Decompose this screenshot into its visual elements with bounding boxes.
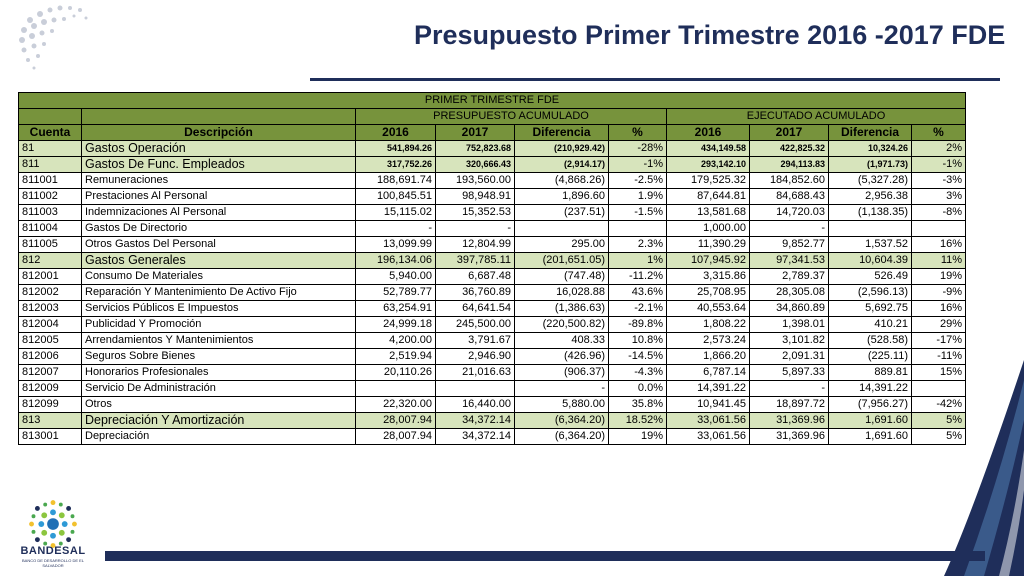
cell-e2016: 2,573.24 — [667, 333, 750, 349]
column-header: Descripción — [82, 125, 356, 141]
cell-desc: Otros Gastos Del Personal — [82, 237, 356, 253]
cell-e2017: 3,101.82 — [750, 333, 829, 349]
cell-edif: 889.81 — [829, 365, 912, 381]
cell-e2016: 14,391.22 — [667, 381, 750, 397]
cell-ppct: -89.8% — [609, 317, 667, 333]
cell-p2016: 13,099.99 — [356, 237, 436, 253]
cell-e2017: - — [750, 381, 829, 397]
cell-p2016: 28,007.94 — [356, 429, 436, 445]
cell-desc: Seguros Sobre Bienes — [82, 349, 356, 365]
cell-edif: 1,691.60 — [829, 413, 912, 429]
cell-pdif: (426.96) — [515, 349, 609, 365]
cell-pdif: (210,929.42) — [515, 141, 609, 157]
cell-e2017: 84,688.43 — [750, 189, 829, 205]
cell-edif: (225.11) — [829, 349, 912, 365]
column-header: 2016 — [356, 125, 436, 141]
cell-e2017: 14,720.03 — [750, 205, 829, 221]
cell-p2016: - — [356, 221, 436, 237]
cell-epct — [912, 221, 966, 237]
table-row — [19, 429, 966, 445]
cell-p2016: 100,845.51 — [356, 189, 436, 205]
cell-edif: 10,604.39 — [829, 253, 912, 269]
cell-cuenta: 812006 — [19, 349, 82, 365]
cell-desc: Prestaciones Al Personal — [82, 189, 356, 205]
cell-cuenta: 812 — [19, 253, 82, 269]
budget-table — [18, 92, 966, 445]
cell-p2016: 541,894.26 — [356, 141, 436, 157]
cell-pdif: (1,386.63) — [515, 301, 609, 317]
cell-desc: Gastos Operación — [82, 141, 356, 157]
cell-desc: Servicio De Administración — [82, 381, 356, 397]
cell-e2017: 184,852.60 — [750, 173, 829, 189]
cell-e2016: 33,061.56 — [667, 429, 750, 445]
cell-e2017: 34,860.89 — [750, 301, 829, 317]
cell-e2016: 3,315.86 — [667, 269, 750, 285]
cell-e2017: 2,091.31 — [750, 349, 829, 365]
cell-e2016: 11,390.29 — [667, 237, 750, 253]
cell-p2016: 317,752.26 — [356, 157, 436, 173]
cell-cuenta: 812099 — [19, 397, 82, 413]
cell-cuenta: 811002 — [19, 189, 82, 205]
cell-e2017: 31,369.96 — [750, 429, 829, 445]
cell-cuenta: 812001 — [19, 269, 82, 285]
page-title: Presupuesto Primer Trimestre 2016 -2017 FDE — [414, 20, 1006, 50]
table-row — [19, 269, 966, 285]
cell-p2016: 22,320.00 — [356, 397, 436, 413]
column-header: % — [609, 125, 667, 141]
header-empty — [19, 109, 82, 125]
cell-pdif: (906.37) — [515, 365, 609, 381]
table-row — [19, 365, 966, 381]
cell-p2017: 34,372.14 — [436, 413, 515, 429]
cell-p2016 — [356, 381, 436, 397]
cell-ppct: -28% — [609, 141, 667, 157]
cell-pdif: 295.00 — [515, 237, 609, 253]
cell-epct: 5% — [912, 429, 966, 445]
table-row — [19, 381, 966, 397]
table-row — [19, 413, 966, 429]
cell-epct: 3% — [912, 189, 966, 205]
cell-p2017: 193,560.00 — [436, 173, 515, 189]
cell-cuenta: 81 — [19, 141, 82, 157]
cell-p2016: 188,691.74 — [356, 173, 436, 189]
decorative-dots-graphic — [0, 0, 110, 90]
cell-ppct: -2.5% — [609, 173, 667, 189]
cell-e2016: 40,553.64 — [667, 301, 750, 317]
table-row — [19, 237, 966, 253]
cell-epct: 16% — [912, 237, 966, 253]
cell-e2016: 179,525.32 — [667, 173, 750, 189]
cell-e2017: 294,113.83 — [750, 157, 829, 173]
cell-desc: Depreciación Y Amortización — [82, 413, 356, 429]
cell-e2017: 2,789.37 — [750, 269, 829, 285]
cell-e2017: 1,398.01 — [750, 317, 829, 333]
cell-edif: (2,596.13) — [829, 285, 912, 301]
cell-cuenta: 812005 — [19, 333, 82, 349]
cell-p2017: 320,666.43 — [436, 157, 515, 173]
cell-cuenta: 813 — [19, 413, 82, 429]
table-row — [19, 397, 966, 413]
cell-p2016: 24,999.18 — [356, 317, 436, 333]
table-header-title: PRIMER TRIMESTRE FDE — [19, 93, 966, 109]
cell-cuenta: 812007 — [19, 365, 82, 381]
cell-desc: Reparación Y Mantenimiento De Activo Fijo — [82, 285, 356, 301]
cell-desc: Arrendamientos Y Mantenimientos — [82, 333, 356, 349]
cell-e2016: 25,708.95 — [667, 285, 750, 301]
cell-cuenta: 811004 — [19, 221, 82, 237]
cell-pdif: - — [515, 381, 609, 397]
cell-epct: -42% — [912, 397, 966, 413]
cell-e2016: 293,142.10 — [667, 157, 750, 173]
table-row — [19, 317, 966, 333]
cell-ppct: -2.1% — [609, 301, 667, 317]
cell-epct: 11% — [912, 253, 966, 269]
cell-ppct: -4.3% — [609, 365, 667, 381]
cell-edif: 10,324.26 — [829, 141, 912, 157]
cell-ppct — [609, 221, 667, 237]
cell-desc: Gastos De Directorio — [82, 221, 356, 237]
cell-e2017: 31,369.96 — [750, 413, 829, 429]
cell-epct: -8% — [912, 205, 966, 221]
table-row — [19, 205, 966, 221]
cell-e2017: - — [750, 221, 829, 237]
cell-ppct: 2.3% — [609, 237, 667, 253]
cell-edif — [829, 221, 912, 237]
cell-edif: 14,391.22 — [829, 381, 912, 397]
table-row — [19, 301, 966, 317]
cell-e2017: 5,897.33 — [750, 365, 829, 381]
cell-p2016: 52,789.77 — [356, 285, 436, 301]
cell-epct: 19% — [912, 269, 966, 285]
cell-cuenta: 811003 — [19, 205, 82, 221]
cell-desc: Remuneraciones — [82, 173, 356, 189]
cell-desc: Servicios Públicos E Impuestos — [82, 301, 356, 317]
cell-epct: 5% — [912, 413, 966, 429]
cell-cuenta: 812009 — [19, 381, 82, 397]
cell-p2017: 752,823.68 — [436, 141, 515, 157]
cell-desc: Consumo De Materiales — [82, 269, 356, 285]
cell-p2016: 2,519.94 — [356, 349, 436, 365]
cell-cuenta: 812003 — [19, 301, 82, 317]
cell-edif: (7,956.27) — [829, 397, 912, 413]
cell-desc: Gastos De Func. Empleados — [82, 157, 356, 173]
cell-e2016: 33,061.56 — [667, 413, 750, 429]
cell-p2017: 64,641.54 — [436, 301, 515, 317]
cell-p2017: - — [436, 221, 515, 237]
cell-pdif: 16,028.88 — [515, 285, 609, 301]
cell-ppct: -11.2% — [609, 269, 667, 285]
cell-p2017: 15,352.53 — [436, 205, 515, 221]
cell-edif: 2,956.38 — [829, 189, 912, 205]
cell-e2016: 107,945.92 — [667, 253, 750, 269]
footer-bar — [105, 551, 985, 561]
cell-e2016: 10,941.45 — [667, 397, 750, 413]
cell-edif: 5,692.75 — [829, 301, 912, 317]
cell-pdif — [515, 221, 609, 237]
cell-epct: -9% — [912, 285, 966, 301]
cell-p2017: 16,440.00 — [436, 397, 515, 413]
cell-p2016: 15,115.02 — [356, 205, 436, 221]
cell-pdif: 5,880.00 — [515, 397, 609, 413]
cell-e2016: 13,581.68 — [667, 205, 750, 221]
cell-ppct: 35.8% — [609, 397, 667, 413]
cell-e2016: 1,866.20 — [667, 349, 750, 365]
cell-cuenta: 811 — [19, 157, 82, 173]
cell-pdif: (6,364.20) — [515, 413, 609, 429]
table-row — [19, 141, 966, 157]
cell-p2017: 34,372.14 — [436, 429, 515, 445]
cell-p2017: 2,946.90 — [436, 349, 515, 365]
cell-p2017: 12,804.99 — [436, 237, 515, 253]
cell-cuenta: 811005 — [19, 237, 82, 253]
cell-e2017: 28,305.08 — [750, 285, 829, 301]
cell-edif: 526.49 — [829, 269, 912, 285]
table-row — [19, 173, 966, 189]
cell-e2016: 1,000.00 — [667, 221, 750, 237]
cell-edif: 410.21 — [829, 317, 912, 333]
cell-ppct: 19% — [609, 429, 667, 445]
cell-p2016: 63,254.91 — [356, 301, 436, 317]
cell-p2017: 98,948.91 — [436, 189, 515, 205]
cell-epct: 29% — [912, 317, 966, 333]
table-header-top-row — [19, 93, 966, 109]
cell-edif: (528.58) — [829, 333, 912, 349]
cell-ppct: 18.52% — [609, 413, 667, 429]
cell-e2016: 6,787.14 — [667, 365, 750, 381]
cell-pdif: (201,651.05) — [515, 253, 609, 269]
cell-p2017: 3,791.67 — [436, 333, 515, 349]
column-header: Cuenta — [19, 125, 82, 141]
cell-p2016: 28,007.94 — [356, 413, 436, 429]
cell-ppct: 43.6% — [609, 285, 667, 301]
cell-p2017 — [436, 381, 515, 397]
cell-ppct: -1.5% — [609, 205, 667, 221]
table-row — [19, 189, 966, 205]
cell-p2017: 397,785.11 — [436, 253, 515, 269]
cell-p2016: 196,134.06 — [356, 253, 436, 269]
cell-desc: Honorarios Profesionales — [82, 365, 356, 381]
cell-ppct: 1.9% — [609, 189, 667, 205]
cell-desc: Otros — [82, 397, 356, 413]
cell-ppct: -1% — [609, 157, 667, 173]
column-header: 2016 — [667, 125, 750, 141]
cell-p2017: 21,016.63 — [436, 365, 515, 381]
cell-epct: 16% — [912, 301, 966, 317]
table-header-group-row — [19, 109, 966, 125]
logo-subtitle: BANCO DE DESARROLLO DE EL SALVADOR — [21, 558, 85, 568]
column-header: 2017 — [750, 125, 829, 141]
cell-e2017: 97,341.53 — [750, 253, 829, 269]
cell-pdif: (747.48) — [515, 269, 609, 285]
column-header: % — [912, 125, 966, 141]
cell-epct: 2% — [912, 141, 966, 157]
cell-p2016: 4,200.00 — [356, 333, 436, 349]
cell-e2017: 422,825.32 — [750, 141, 829, 157]
header-group-presupuesto: PRESUPUESTO ACUMULADO — [356, 109, 667, 125]
cell-pdif: (6,364.20) — [515, 429, 609, 445]
cell-p2017: 36,760.89 — [436, 285, 515, 301]
cell-edif: 1,691.60 — [829, 429, 912, 445]
cell-desc: Indemnizaciones Al Personal — [82, 205, 356, 221]
column-header: Diferencia — [515, 125, 609, 141]
cell-cuenta: 812004 — [19, 317, 82, 333]
cell-pdif: (220,500.82) — [515, 317, 609, 333]
cell-pdif: (237.51) — [515, 205, 609, 221]
cell-desc: Gastos Generales — [82, 253, 356, 269]
column-header: 2017 — [436, 125, 515, 141]
cell-ppct: 0.0% — [609, 381, 667, 397]
cell-e2016: 87,644.81 — [667, 189, 750, 205]
cell-edif: (1,971.73) — [829, 157, 912, 173]
table-row — [19, 333, 966, 349]
cell-edif: (5,327.28) — [829, 173, 912, 189]
cell-pdif: 1,896.60 — [515, 189, 609, 205]
cell-e2016: 1,808.22 — [667, 317, 750, 333]
table-row — [19, 253, 966, 269]
cell-edif: 1,537.52 — [829, 237, 912, 253]
cell-cuenta: 813001 — [19, 429, 82, 445]
cell-e2016: 434,149.58 — [667, 141, 750, 157]
table-row — [19, 349, 966, 365]
cell-pdif: 408.33 — [515, 333, 609, 349]
cell-ppct: -14.5% — [609, 349, 667, 365]
logo-name: BANDESAL — [20, 545, 86, 557]
column-header: Diferencia — [829, 125, 912, 141]
cell-desc: Publicidad Y Promoción — [82, 317, 356, 333]
cell-p2016: 5,940.00 — [356, 269, 436, 285]
cell-p2016: 20,110.26 — [356, 365, 436, 381]
table-row — [19, 221, 966, 237]
cell-epct: -1% — [912, 157, 966, 173]
cell-pdif: (4,868.26) — [515, 173, 609, 189]
cell-ppct: 1% — [609, 253, 667, 269]
cell-epct: -3% — [912, 173, 966, 189]
cell-e2017: 9,852.77 — [750, 237, 829, 253]
table-header-columns-row — [19, 125, 966, 141]
table-row — [19, 157, 966, 173]
cell-epct — [912, 381, 966, 397]
cell-cuenta: 812002 — [19, 285, 82, 301]
cell-edif: (1,138.35) — [829, 205, 912, 221]
cell-e2017: 18,897.72 — [750, 397, 829, 413]
title-underline — [310, 78, 1000, 81]
cell-p2017: 6,687.48 — [436, 269, 515, 285]
cell-epct: 15% — [912, 365, 966, 381]
header-empty — [82, 109, 356, 125]
cell-epct: -11% — [912, 349, 966, 365]
table-row — [19, 285, 966, 301]
cell-p2017: 245,500.00 — [436, 317, 515, 333]
cell-desc: Depreciación — [82, 429, 356, 445]
cell-ppct: 10.8% — [609, 333, 667, 349]
cell-epct: -17% — [912, 333, 966, 349]
cell-pdif: (2,914.17) — [515, 157, 609, 173]
cell-cuenta: 811001 — [19, 173, 82, 189]
header-group-ejecutado: EJECUTADO ACUMULADO — [667, 109, 966, 125]
